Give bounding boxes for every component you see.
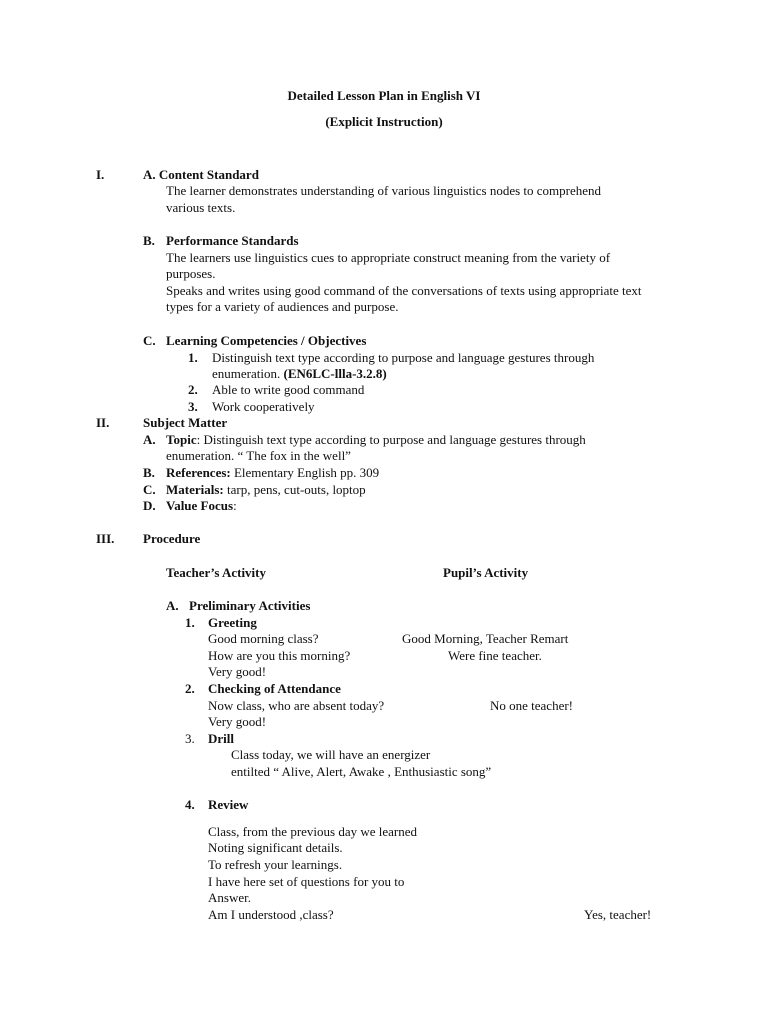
pupil-activity-header: Pupil’s Activity [443,565,529,580]
review-num: 4. [185,797,195,812]
attendance-pupil-1: No one teacher! [490,698,574,713]
drill-line-2: entilted “ Alive, Alert, Awake , Enthusiastic song” [231,764,492,779]
value-focus-line: Value Focus: [166,498,237,513]
performance-standards-line-3: Speaks and writes using good command of the conversations of texts using appropriate text [166,283,642,298]
attendance-heading: Checking of Attendance [208,681,341,696]
attendance-teacher-2: Very good! [208,714,267,729]
competency-3-num: 3. [188,399,198,414]
section-3-numeral: III. [96,531,115,546]
competency-3-text: Work cooperatively [212,399,315,414]
section-1-numeral: I. [96,167,105,182]
drill-num: 3. [185,731,195,746]
greeting-pupil-2: Were fine teacher. [448,648,542,663]
greeting-teacher-3: Very good! [208,664,267,679]
content-standard-line-1: The learner demonstrates understanding of various linguistics nodes to comprehend [166,183,602,198]
teacher-activity-header: Teacher’s Activity [166,565,267,580]
review-line-5: Answer. [208,890,251,905]
competency-1-num: 1. [188,350,198,365]
topic-line-2: enumeration. “ The fox in the well” [166,448,351,463]
subject-matter-heading: Subject Matter [143,415,228,430]
greeting-teacher-2: How are you this morning? [208,648,351,663]
review-line-3: To refresh your learnings. [208,857,343,872]
greeting-teacher-1: Good morning class? [208,631,319,646]
value-focus-label: Value Focus [166,498,234,513]
competencies-letter: C. [143,333,156,348]
document-title: Detailed Lesson Plan in English VI [287,88,481,103]
review-pupil-last: Yes, teacher! [584,907,652,922]
preliminary-letter: A. [166,598,179,613]
performance-standards-line-2: purposes. [166,266,216,281]
greeting-num: 1. [185,615,195,630]
competency-2-text: Able to write good command [212,382,365,397]
materials-letter: C. [143,482,156,497]
competencies-heading: Learning Competencies / Objectives [166,333,367,348]
performance-standards-line-1: The learners use linguistics cues to appropriate construct meaning from the variety of [166,250,611,265]
content-standard-line-2: various texts. [166,200,236,215]
attendance-num: 2. [185,681,195,696]
performance-standards-line-4: types for a variety of audiences and purpose. [166,299,399,314]
review-line-1: Class, from the previous day we learned [208,824,418,839]
review-teacher-last: Am I understood ,class? [208,907,334,922]
document-subtitle: (Explicit Instruction) [325,114,443,129]
topic-label: Topic [166,432,197,447]
references-line: References: Elementary English pp. 309 [166,465,380,480]
topic-letter: A. [143,432,156,447]
value-focus-letter: D. [143,498,156,513]
materials-line: Materials: tarp, pens, cut-outs, loptop [166,482,366,497]
review-line-2: Noting significant details. [208,840,343,855]
competency-2-num: 2. [188,382,198,397]
greeting-heading: Greeting [208,615,257,630]
review-heading: Review [208,797,249,812]
drill-line-1: Class today, we will have an energizer [231,747,431,762]
greeting-pupil-1: Good Morning, Teacher Remart [402,631,569,646]
performance-standards-heading: Performance Standards [166,233,299,248]
section-2-numeral: II. [96,415,110,430]
performance-standards-letter: B. [143,233,155,248]
preliminary-heading: Preliminary Activities [189,598,311,613]
procedure-heading: Procedure [143,531,201,546]
drill-heading: Drill [208,731,234,746]
references-letter: B. [143,465,155,480]
topic-line-1: Topic: Distinguish text type according to purpose and language gestures through [166,432,586,447]
review-line-4: I have here set of questions for you to [208,874,405,889]
references-label: References: [166,465,231,480]
competency-code: (EN6LC-llla-3.2.8) [283,366,387,381]
competency-1-line-2: enumeration. (EN6LC-llla-3.2.8) [212,366,387,381]
materials-label: Materials: [166,482,224,497]
competency-1-line-1: Distinguish text type according to purpose and language gestures through [212,350,595,365]
content-standard-heading: A. Content Standard [143,167,259,182]
attendance-teacher-1: Now class, who are absent today? [208,698,385,713]
